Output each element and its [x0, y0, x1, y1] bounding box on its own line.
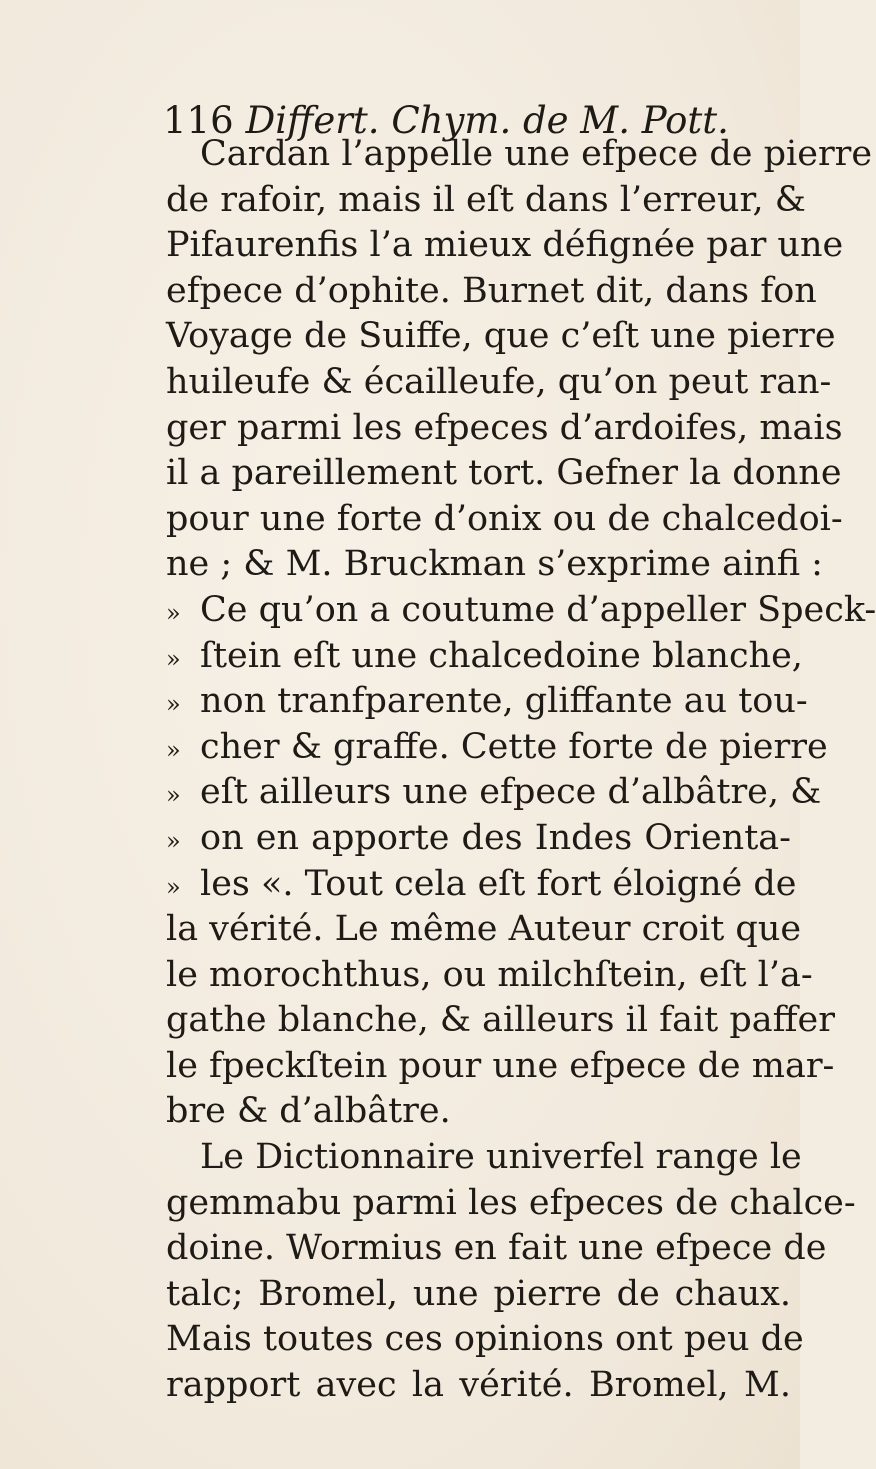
text-line — [166, 816, 791, 862]
line-text: le morochthus, ou milchſtein, eſt l’a- — [166, 954, 813, 995]
line-text: huileufe & écailleufe, qu’on peut ran- — [166, 361, 832, 402]
text-line — [166, 998, 835, 1044]
text-line — [166, 451, 842, 497]
line-text: la vérité. Le même Auteur croit que — [166, 909, 802, 950]
text-line — [166, 770, 822, 816]
quote-mark: » — [166, 872, 181, 901]
text-line — [166, 132, 873, 178]
line-text: pour une forte d’onix ou de chalcedoi- — [166, 498, 843, 539]
text-line — [166, 314, 836, 360]
text-line — [166, 588, 876, 634]
line-text: gemmabu parmi les efpeces de chalce- — [166, 1182, 856, 1223]
text-line — [166, 1089, 791, 1135]
line-text: doine. Wormius en fait une efpece de — [166, 1228, 827, 1269]
text-line — [166, 360, 832, 406]
line-text: cher & graffe. Cette forte de pierre — [200, 726, 828, 767]
line-text: Cardan l’appelle une efpece de pierre — [200, 134, 873, 174]
text-line — [166, 1181, 856, 1227]
text-line — [166, 542, 823, 588]
quote-mark: » — [166, 735, 181, 764]
text-body — [166, 132, 876, 1409]
text-line — [166, 1044, 835, 1090]
quote-mark: » — [166, 598, 181, 627]
text-line — [166, 1272, 791, 1318]
line-text: eſt ailleurs une efpece d’albâtre, & — [200, 772, 822, 813]
text-line — [166, 634, 803, 680]
text-line — [166, 178, 806, 224]
text-line — [166, 1317, 804, 1363]
line-text: Le Dictionnaire univerfel range le — [200, 1137, 802, 1178]
line-text: Ce qu’on a coutume d’appeller Speck- — [200, 589, 876, 630]
line-text: on en apporte des Indes Orienta- — [200, 817, 791, 858]
quote-mark: » — [166, 690, 181, 719]
line-text: gathe blanche, & ailleurs il fait paffer — [166, 1000, 835, 1041]
line-text: il a pareillement tort. Gefner la donne — [166, 453, 842, 494]
line-text: Mais toutes ces opinions ont peu de — [166, 1319, 804, 1360]
line-text: le fpeckſtein pour une efpece de mar- — [166, 1045, 835, 1086]
line-text: Voyage de Suiffe, que c’eſt une pierre — [166, 316, 836, 357]
line-text: les «. Tout cela eſt fort éloigné de — [200, 863, 797, 904]
line-text: bre & d’albâtre. — [166, 1091, 451, 1132]
text-line — [166, 497, 843, 543]
line-text: de rafoir, mais il eſt dans l’erreur, & — [166, 179, 806, 220]
line-text: talc; Bromel, une pierre de chaux. — [166, 1273, 791, 1314]
text-line — [166, 269, 817, 315]
text-line — [166, 1135, 802, 1181]
line-text: Pifaurenfis l’a mieux défignée par une — [166, 225, 844, 266]
text-line — [166, 679, 808, 725]
text-line — [166, 953, 813, 999]
line-text: ger parmi les efpeces d’ardoifes, mais — [166, 407, 843, 448]
text-line — [166, 907, 802, 953]
text-line — [166, 862, 797, 908]
line-text: ne ; & M. Bruckman s’exprime ainfi : — [166, 544, 823, 585]
text-line — [166, 223, 844, 269]
line-text: efpece d’ophite. Burnet dit, dans fon — [166, 270, 817, 311]
line-text: rapport avec la vérité. Bromel, M. — [166, 1365, 791, 1406]
quote-mark: » — [166, 781, 181, 810]
text-line — [166, 1226, 827, 1272]
text-line — [166, 725, 828, 771]
text-line — [166, 1363, 791, 1409]
page-number: 116 — [163, 99, 234, 142]
quote-mark: » — [166, 826, 181, 855]
text-line — [166, 406, 843, 452]
quote-mark: » — [166, 644, 181, 673]
line-text: non tranfparente, gliffante au tou- — [200, 681, 808, 722]
running-title: Differt. Chym. de M. Pott. — [245, 99, 729, 142]
line-text: ſtein eſt une chalcedoine blanche, — [200, 635, 803, 676]
